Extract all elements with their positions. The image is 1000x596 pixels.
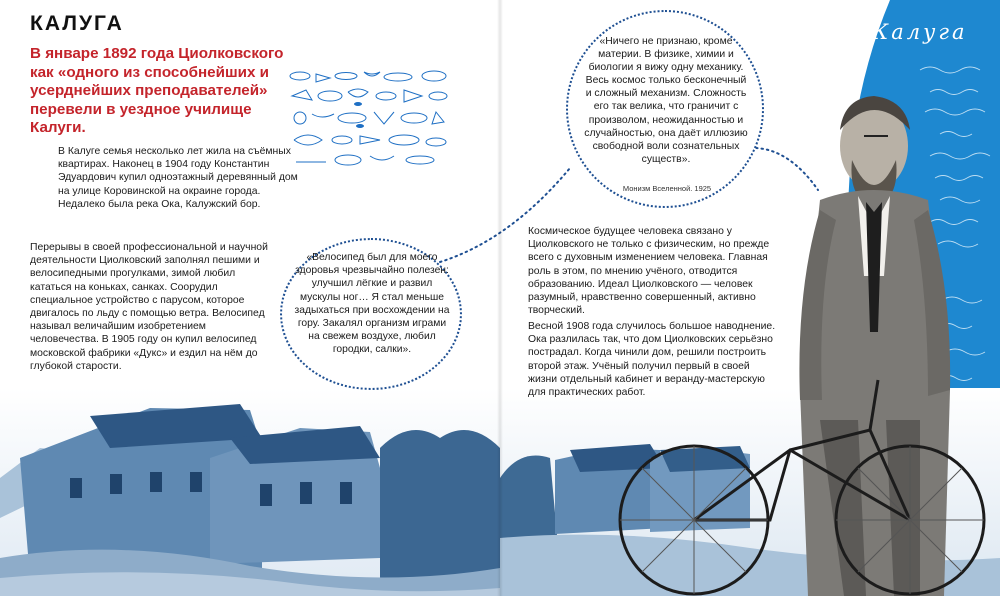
- airship-sketch-drawing: [286, 66, 452, 172]
- paragraph-walks-bicycle: [30, 241, 276, 373]
- bicycle-quote-bubble: [280, 238, 462, 390]
- paragraph-text: Весной 1908 года случилось большое наводнение. Ока разлилась так, что дом Циолковских серьёзно пострадал. Когда чинили дом, решили построить второй этаж. Учёный получил первый в своей жизни отдельный кабинет и веранду-мастерскую для практических работ.: [528, 321, 776, 399]
- paragraph-rented-apartments: [58, 145, 302, 211]
- matter-quote-bubble: [566, 10, 764, 208]
- kaluga-script-title: Калуга: [872, 20, 968, 44]
- wooden-houses-photo: [0, 388, 500, 596]
- page-heading: КАЛУГА: [30, 12, 124, 35]
- paragraph-text: В Калуге семья несколько лет жила на съёмных квартирах. Наконец в 1904 году Константин Эдуардович купил одноэтажный деревянный дом на улице Коровинской на окраине города. Недалеко была река Ока, Калужский бор.: [58, 146, 298, 210]
- page-gutter: [497, 0, 503, 596]
- lead-paragraph: В январе 1892 года Циолковского как «одного из способнейших и усерднейших преподавателей» перевели в уездное училище Калуги.: [30, 45, 284, 136]
- paragraph-text: Перерывы в своей профессиональной и научной деятельности Циолковский заполнял пешими и велосипедными прогулками, зимой любил кататься на коньках, санках. Соорудил специальное устройство с парусом, которое двигалось по льду с помощью ветра. Велосипед называл величайшим изобретением человечества. В 1905 году он купил велосипед московской фабрики «Дукс» и ездил на нём до глубокой старости.: [30, 242, 268, 372]
- matter-quote-text: «Ничего не признаю, кроме материи. В физике, химии и биологии я вижу одну механику. Весь космос только бесконечный и сложный механизм. Сложность его так велика, что граничит с произволом, неожиданностью и случайностью, она даёт иллюзию свободной воли сознательных существ».: [584, 36, 748, 165]
- bicycle-quote-text: «Велосипед был для моего здоровья чрезвычайно полезен: улучшил лёгкие и развил мускулы ног… Я стал меньше задыхаться при восхождении на гору. Закалял организм играми на свежем воздухе, любил городки, салки».: [294, 252, 450, 356]
- quote-source: Монизм Вселенной. 1925: [622, 184, 712, 193]
- paragraph-cosmic-future: [528, 225, 780, 317]
- paragraph-text: Космическое будущее человека связано у Циолковского не только с физическим, но прежде всего с духовным изменением человека. Главная роль в этом, по мнению учёного, отводится образованию. Идеал Циолковского — человек разумный, нравственно совершенный, активно творческий.: [528, 226, 770, 317]
- paragraph-flood: [528, 320, 780, 399]
